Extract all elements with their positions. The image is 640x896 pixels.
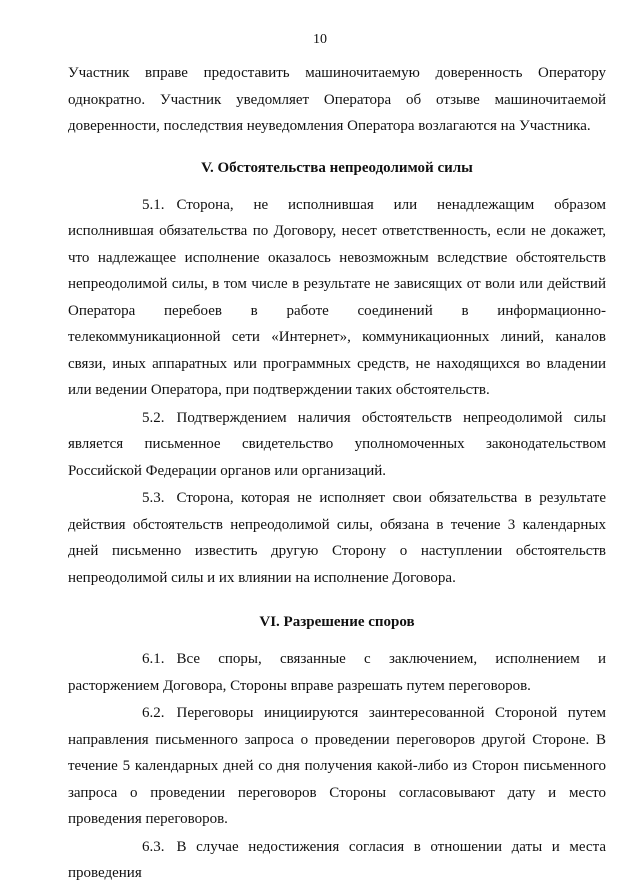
document-body bbox=[68, 60, 606, 887]
clause-text: В случае недостижения согласия в отношении даты и места проведения bbox=[68, 838, 606, 881]
clause-5-1 bbox=[68, 192, 606, 404]
page-number: 10 bbox=[313, 32, 327, 47]
clause-text: Подтверждением наличия обстоятельств непреодолимой силы является письменное свидетельство уполномоченных законодательством Российской Федерации органов или организаций. bbox=[68, 409, 606, 479]
clause-6-2 bbox=[68, 700, 606, 833]
clause-number: 6.3. bbox=[142, 838, 165, 855]
clause-text: Все споры, связанные с заключением, исполнением и расторжением Договора, Стороны вправе разрешать путем переговоров. bbox=[68, 651, 606, 694]
clause-text: Сторона, не исполнившая или ненадлежащим образом исполнившая обязательства по Договору, несет ответственность, если не докажет, что надлежащее исполнение оказалось невозможным вследствие обстоятельств непреодолимой силы, в том числе в результате не зависящих от воли или действий Оператора перебоев в работе соединений в информационно-телекоммуникационной сети «Интернет», коммуникационных линий, каналов связи, иных аппаратных или программных средств, не находящихся во владении или ведении Оператора, при подтверждении таких обстоятельств. bbox=[68, 196, 606, 398]
clause-5-2 bbox=[68, 405, 606, 485]
clause-text: Переговоры инициируются заинтересованной Стороной путем направления письменного запроса о проведении переговоров другой Стороне. В течение 5 календарных дней со дня получения какой-либо из Сторон письменного запроса о проведении переговоров Стороны согласовывают дату и место проведения переговоров. bbox=[68, 705, 606, 827]
clause-5-3 bbox=[68, 485, 606, 591]
clause-number: 5.1. bbox=[142, 196, 165, 213]
section-6-heading: VI. Разрешение споров bbox=[259, 614, 415, 630]
continuation-paragraph: Участник вправе предоставить машиночитаемую доверенность Оператору однократно. Участник уведомляет Оператора об отзыве машиночитаемой доверенности, последствия неуведомления Оператора возлагаются на Участника. bbox=[68, 65, 606, 134]
section-5-heading: V. Обстоятельства непреодолимой силы bbox=[201, 159, 473, 176]
clause-number: 5.2. bbox=[142, 409, 165, 426]
clause-number: 6.2. bbox=[142, 705, 165, 721]
clause-6-3 bbox=[68, 834, 606, 887]
clause-number: 5.3. bbox=[142, 490, 165, 506]
clause-number: 6.1. bbox=[142, 651, 165, 667]
clause-text: Сторона, которая не исполняет свои обязательства в результате действия обстоятельств непреодолимой силы, обязана в течение 3 календарных дней письменно известить другую Сторону о наступлении обстоятельств непреодолимой силы и их влиянии на исполнение Договора. bbox=[68, 490, 606, 586]
clause-6-1 bbox=[68, 646, 606, 699]
